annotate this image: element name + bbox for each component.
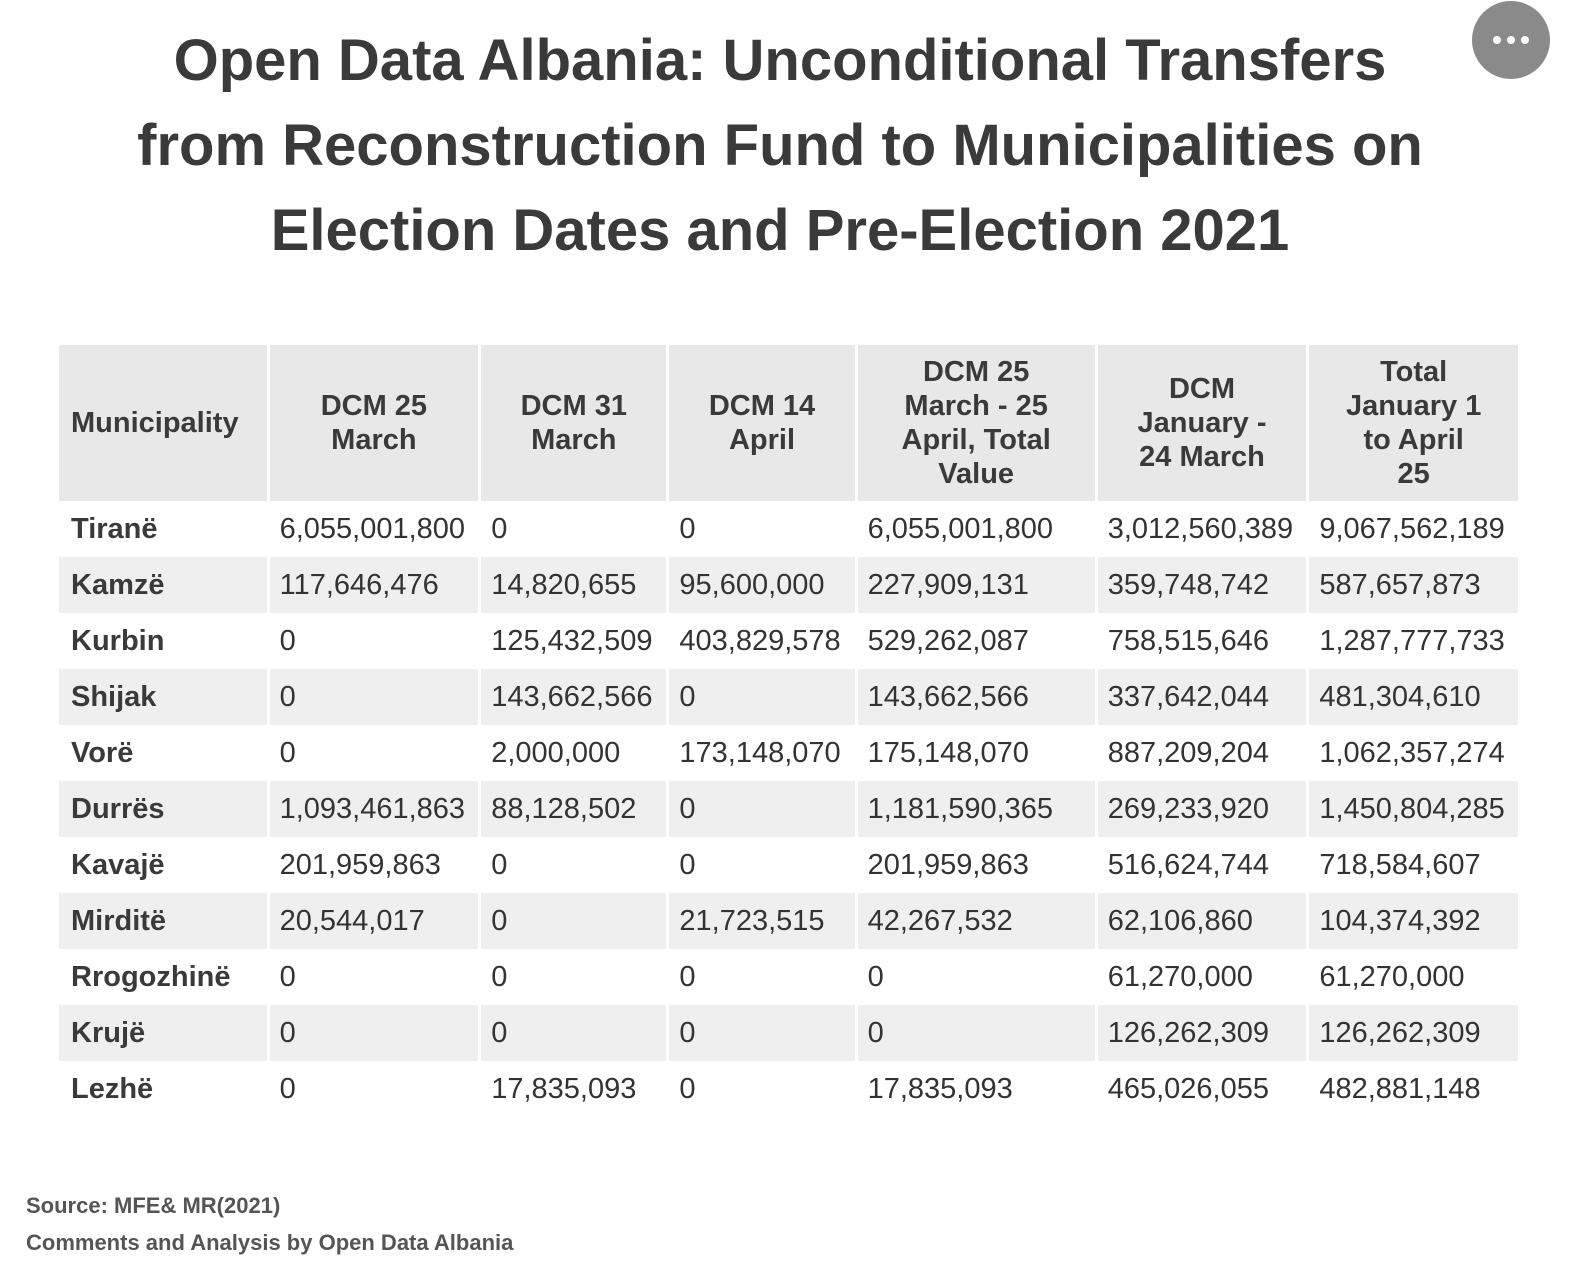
value-cell: 6,055,001,800 bbox=[867, 512, 1054, 545]
value-cell: 9,067,562,189 bbox=[1319, 512, 1505, 545]
column-header-label: DCM 25 March bbox=[320, 390, 428, 456]
table-row bbox=[59, 669, 1518, 725]
municipality-cell: Kurbin bbox=[71, 624, 165, 657]
credit-note: Comments and Analysis by Open Data Albania bbox=[26, 1230, 514, 1255]
value-cell: 104,374,392 bbox=[1309, 893, 1518, 949]
value-cell: 61,270,000 bbox=[1107, 960, 1253, 993]
municipality-cell: Kamzë bbox=[59, 557, 267, 613]
data-table bbox=[56, 345, 1521, 1117]
value-cell: 1,093,461,863 bbox=[270, 781, 479, 837]
municipality-cell: Lezhë bbox=[71, 1072, 154, 1105]
value-cell: 887,209,204 bbox=[1107, 736, 1269, 769]
municipality-cell: Shijak bbox=[59, 669, 267, 725]
table-row bbox=[59, 557, 1518, 613]
value-cell: 143,662,566 bbox=[481, 669, 666, 725]
header-row bbox=[59, 345, 1518, 501]
value-cell: 0 bbox=[679, 960, 696, 993]
value-cell: 481,304,610 bbox=[1309, 669, 1518, 725]
column-header-label: DCM 25 March - 25 April, Total Value bbox=[901, 356, 1051, 490]
table-row bbox=[59, 837, 1518, 893]
table-row bbox=[59, 1005, 1518, 1061]
value-cell: 0 bbox=[679, 1072, 696, 1105]
value-cell: 587,657,873 bbox=[1309, 557, 1518, 613]
value-cell: 0 bbox=[679, 512, 696, 545]
municipality-cell: Krujë bbox=[59, 1005, 267, 1061]
value-cell: 126,262,309 bbox=[1098, 1005, 1307, 1061]
municipality-cell: Tiranë bbox=[71, 512, 158, 545]
value-cell: 227,909,131 bbox=[858, 557, 1095, 613]
value-cell: 95,600,000 bbox=[669, 557, 854, 613]
value-cell: 0 bbox=[679, 848, 696, 881]
column-header-label: DCM January - 24 March bbox=[1137, 373, 1267, 473]
value-cell: 269,233,920 bbox=[1098, 781, 1307, 837]
municipality-cell: Durrës bbox=[59, 781, 267, 837]
title-line-2: from Reconstruction Fund to Municipalities on bbox=[137, 113, 1423, 178]
column-header bbox=[270, 345, 479, 501]
value-cell: 0 bbox=[669, 1005, 854, 1061]
table-row bbox=[59, 781, 1518, 837]
column-header bbox=[1098, 345, 1307, 501]
value-cell: 62,106,860 bbox=[1098, 893, 1307, 949]
value-cell: 20,544,017 bbox=[270, 893, 479, 949]
value-cell: 359,748,742 bbox=[1098, 557, 1307, 613]
value-cell: 143,662,566 bbox=[858, 669, 1095, 725]
column-header: Municipality bbox=[59, 345, 267, 501]
title-line-3: Election Dates and Pre-Election 2021 bbox=[270, 198, 1290, 263]
value-cell: 2,000,000 bbox=[491, 736, 621, 769]
value-cell: 61,270,000 bbox=[1319, 960, 1465, 993]
title-line-1: Open Data Albania: Unconditional Transfers bbox=[173, 28, 1387, 93]
value-cell: 125,432,509 bbox=[491, 624, 653, 657]
value-cell: 0 bbox=[279, 960, 296, 993]
value-cell: 173,148,070 bbox=[679, 736, 841, 769]
value-cell: 482,881,148 bbox=[1319, 1072, 1481, 1105]
value-cell: 718,584,607 bbox=[1319, 848, 1481, 881]
value-cell: 0 bbox=[491, 848, 508, 881]
municipality-cell: Vorë bbox=[71, 736, 134, 769]
table-body bbox=[59, 501, 1518, 1117]
value-cell: 0 bbox=[481, 893, 666, 949]
value-cell: 0 bbox=[279, 624, 296, 657]
column-header-label: DCM 31 March bbox=[520, 390, 627, 456]
value-cell: 1,450,804,285 bbox=[1309, 781, 1518, 837]
value-cell: 201,959,863 bbox=[867, 848, 1029, 881]
value-cell: 0 bbox=[867, 960, 884, 993]
municipality-cell: Rrogozhinë bbox=[71, 960, 231, 993]
column-header bbox=[669, 345, 854, 501]
value-cell: 21,723,515 bbox=[669, 893, 854, 949]
value-cell: 88,128,502 bbox=[481, 781, 666, 837]
value-cell: 516,624,744 bbox=[1107, 848, 1269, 881]
value-cell: 0 bbox=[279, 1072, 296, 1105]
table-row bbox=[59, 501, 1518, 557]
column-header bbox=[1309, 345, 1518, 501]
value-cell: 403,829,578 bbox=[679, 624, 841, 657]
municipality-cell: Kavajë bbox=[71, 848, 165, 881]
value-cell: 1,062,357,274 bbox=[1319, 736, 1505, 769]
value-cell: 17,835,093 bbox=[867, 1072, 1013, 1105]
value-cell: 529,262,087 bbox=[867, 624, 1029, 657]
value-cell: 0 bbox=[279, 736, 296, 769]
value-cell: 0 bbox=[491, 512, 508, 545]
value-cell: 337,642,044 bbox=[1098, 669, 1307, 725]
table-row bbox=[59, 725, 1518, 781]
column-header bbox=[858, 345, 1095, 501]
value-cell: 201,959,863 bbox=[279, 848, 441, 881]
value-cell: 6,055,001,800 bbox=[279, 512, 466, 545]
value-cell: 1,181,590,365 bbox=[858, 781, 1095, 837]
value-cell: 17,835,093 bbox=[491, 1072, 637, 1105]
value-cell: 42,267,532 bbox=[858, 893, 1095, 949]
page-title bbox=[120, 18, 1440, 273]
value-cell: 0 bbox=[491, 960, 508, 993]
more-horizontal-icon bbox=[1472, 1, 1550, 79]
column-header bbox=[481, 345, 666, 501]
column-header-label: Total January 1 to April 25 bbox=[1345, 356, 1482, 490]
value-cell: 1,287,777,733 bbox=[1319, 624, 1505, 657]
value-cell: 0 bbox=[270, 669, 479, 725]
value-cell: 0 bbox=[669, 781, 854, 837]
table-row bbox=[59, 1061, 1518, 1117]
table-row bbox=[59, 893, 1518, 949]
value-cell: 0 bbox=[481, 1005, 666, 1061]
value-cell: 465,026,055 bbox=[1107, 1072, 1269, 1105]
value-cell: 0 bbox=[858, 1005, 1095, 1061]
column-header-label: DCM 14 April bbox=[708, 390, 816, 456]
value-cell: 14,820,655 bbox=[481, 557, 666, 613]
value-cell: 0 bbox=[270, 1005, 479, 1061]
value-cell: 175,148,070 bbox=[867, 736, 1029, 769]
table-row bbox=[59, 613, 1518, 669]
value-cell: 126,262,309 bbox=[1309, 1005, 1518, 1061]
value-cell: 117,646,476 bbox=[270, 557, 479, 613]
value-cell: 3,012,560,389 bbox=[1107, 512, 1294, 545]
more-options-button[interactable] bbox=[1472, 1, 1550, 79]
source-note: Source: MFE& MR(2021) bbox=[26, 1193, 281, 1218]
municipality-cell: Mirditë bbox=[59, 893, 267, 949]
value-cell: 0 bbox=[669, 669, 854, 725]
table-row bbox=[59, 949, 1518, 1005]
value-cell: 758,515,646 bbox=[1107, 624, 1269, 657]
